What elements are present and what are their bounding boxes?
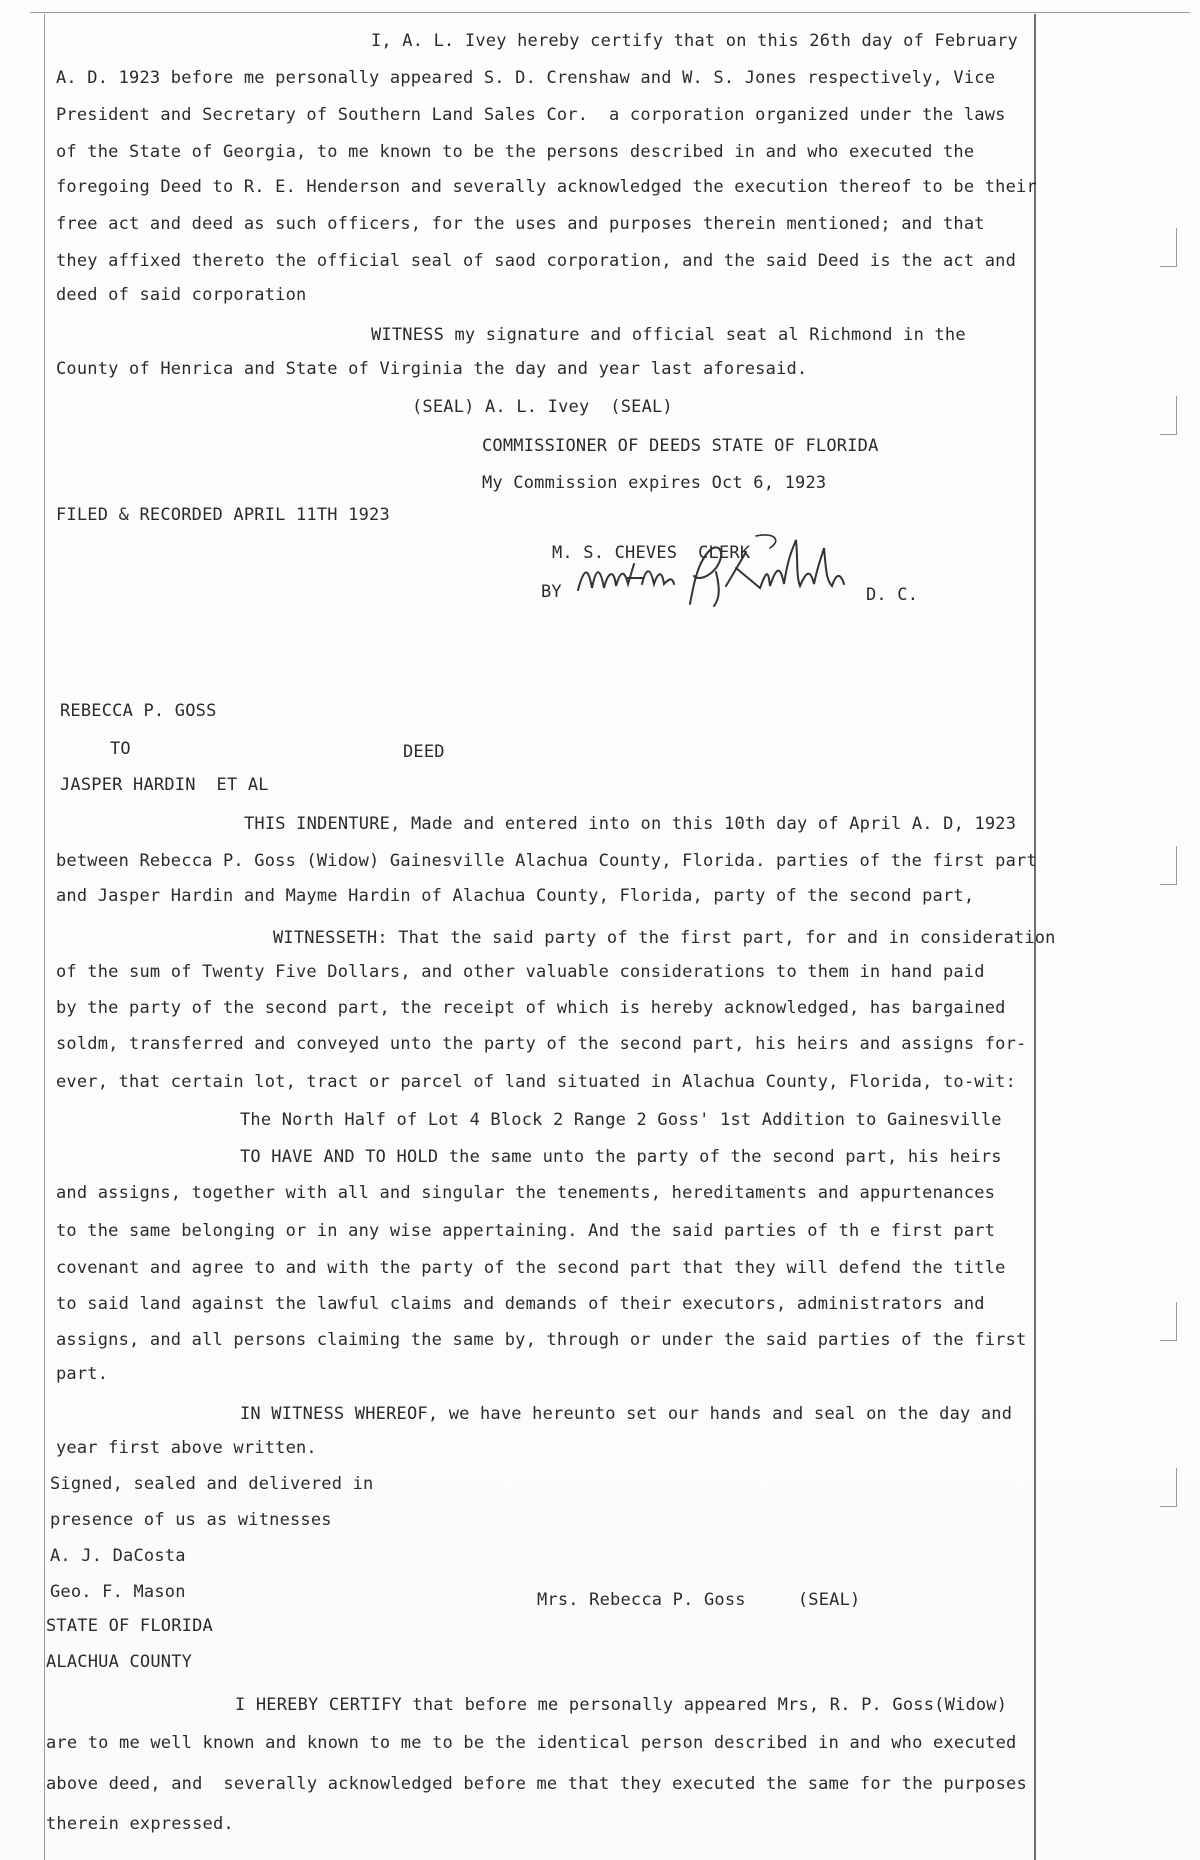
clerk-line: M. S. CHEVES CLERK [552,543,751,563]
certificate-line: of the State of Georgia, to me known to be the persons described in and who executed the [56,142,975,162]
deed-line: ever, that certain lot, tract or parcel of land situated in Alachua County, Florida, to-wit: [56,1072,1017,1092]
deed-line: assigns, and all persons claiming the same by, through or under the said parties of the first [56,1330,1027,1350]
deed-line: of the sum of Twenty Five Dollars, and other valuable considerations to them in hand paid [56,962,985,982]
commissioner-title: COMMISSIONER OF DEEDS STATE OF FLORIDA [482,436,879,456]
margin-tick [1160,846,1177,885]
certificate-line: they affixed thereto the official seal of saod corporation, and the said Deed is the act and [56,251,1017,271]
certificate-line: A. D. 1923 before me personally appeared S. D. Crenshaw and W. S. Jones respectively, Vice [56,68,996,88]
deed-line: covenant and agree to and with the party of the second part that they will defend the title [56,1258,1006,1278]
margin-tick [1160,396,1177,435]
by-label: BY [541,582,562,602]
left-margin-rule [44,14,45,1860]
certificate-line: free act and deed as such officers, for the uses and purposes therein mentioned; and that [56,214,985,234]
ack-county: ALACHUA COUNTY [46,1652,193,1672]
top-rule [30,12,1190,13]
deed-line: TO HAVE AND TO HOLD the same unto the party of the second part, his heirs [240,1147,1002,1167]
caption-to: TO [110,739,131,759]
deed-line: part. [56,1364,109,1384]
deed-line: by the party of the second part, the receipt of which is hereby acknowledged, has bargained [56,998,1006,1018]
certificate-line: deed of said corporation [56,285,307,305]
certificate-line: foregoing Deed to R. E. Henderson and severally acknowledged the execution thereof to be their [56,177,1037,197]
ack-line: therein expressed. [46,1814,234,1834]
certificate-line: WITNESS my signature and official seat al Richmond in the [371,325,966,345]
deed-line: WITNESSETH: That the said party of the first part, for and in consideration [273,928,1056,948]
ack-line: I HEREBY CERTIFY that before me personally appeared Mrs, R. P. Goss(Widow) [235,1695,1008,1715]
certificate-line: County of Henrica and State of Virginia the day and year last aforesaid. [56,359,808,379]
ack-state: STATE OF FLORIDA [46,1616,213,1636]
deed-line: between Rebecca P. Goss (Widow) Gainesville Alachua County, Florida. parties of the first part [56,851,1037,871]
deed-line: year first above written. [56,1438,317,1458]
caption-grantee: JASPER HARDIN ET AL [60,775,269,795]
deed-line: Signed, sealed and delivered in [50,1474,374,1494]
ack-line: are to me well known and known to me to be the identical person described in and who executed [46,1733,1017,1753]
deed-line: presence of us as witnesses [50,1510,332,1530]
ack-line: above deed, and severally acknowledged before me that they executed the same for the purposes [46,1774,1027,1794]
deed-line: The North Half of Lot 4 Block 2 Range 2 Goss' 1st Addition to Gainesville [240,1110,1002,1130]
witness-signature: A. J. DaCosta [50,1546,186,1566]
caption-grantor: REBECCA P. GOSS [60,701,217,721]
margin-tick [1160,1302,1177,1341]
deed-line: and assigns, together with all and singular the tenements, hereditaments and appurtenances [56,1183,996,1203]
deed-line: THIS INDENTURE, Made and entered into on this 10th day of April A. D, 1923 [244,814,1017,834]
caption-doc-type: DEED [403,742,445,762]
deed-line: and Jasper Hardin and Mayme Hardin of Alachua County, Florida, party of the second part, [56,886,975,906]
margin-tick [1160,1468,1177,1507]
margin-tick [1160,228,1177,267]
deed-line: to the same belonging or in any wise appertaining. And the said parties of th e first part [56,1221,996,1241]
witness-signature: Geo. F. Mason [50,1582,186,1602]
grantor-signature: Mrs. Rebecca P. Goss (SEAL) [537,1590,861,1610]
clerk-signature-scrawl [570,528,870,618]
deed-line: IN WITNESS WHEREOF, we have hereunto set our hands and seal on the day and [240,1404,1013,1424]
deed-line: to said land against the lawful claims and demands of their executors, administrators and [56,1294,985,1314]
deed-line: soldm, transferred and conveyed unto the party of the second part, his heirs and assigns for- [56,1034,1027,1054]
certificate-line: I, A. L. Ivey hereby certify that on this 26th day of February [371,31,1018,51]
certificate-line: President and Secretary of Southern Land Sales Cor. a corporation organized under the laws [56,105,1006,125]
deputy-clerk-label: D. C. [866,585,919,605]
seal-line: (SEAL) A. L. Ivey (SEAL) [412,397,673,417]
filed-recorded-line: FILED & RECORDED APRIL 11TH 1923 [56,505,390,525]
commission-expiry: My Commission expires Oct 6, 1923 [482,473,827,493]
